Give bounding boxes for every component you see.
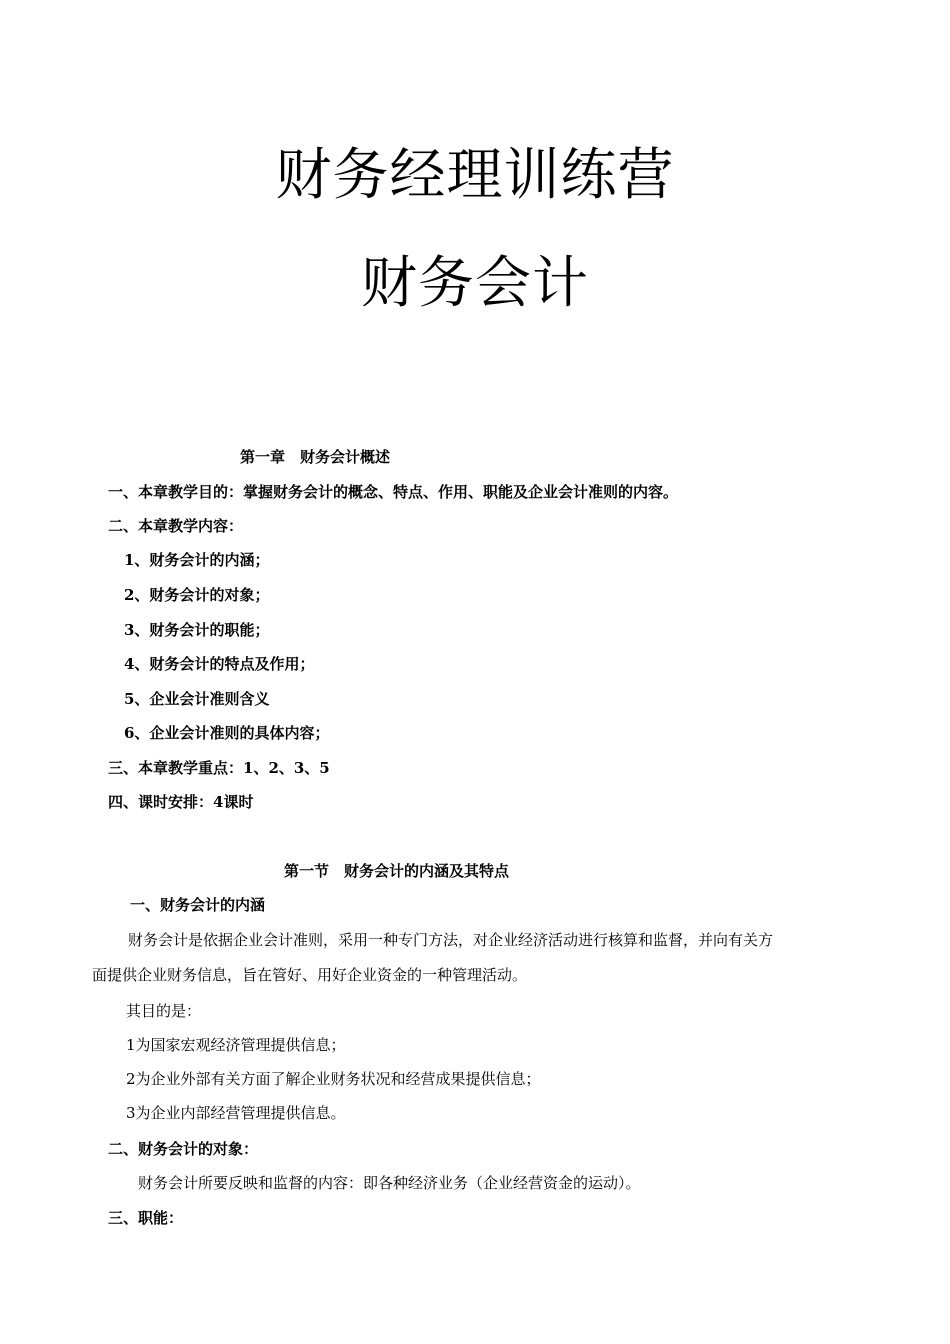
subsection-heading-3: 三、职能： [108, 1209, 184, 1227]
content-item: 1、财务会计的内涵； [124, 551, 270, 569]
content-item: 6、企业会计准则的具体内容； [124, 724, 330, 742]
chapter-objective: 一、本章教学目的：掌握财务会计的概念、特点、作用、职能及企业会计准则的内容。 [108, 483, 679, 501]
purpose-item: 3为企业内部经营管理提供信息。 [126, 1104, 346, 1122]
purpose-intro: 其目的是： [126, 1002, 202, 1020]
chapter-heading: 第一章 财务会计概述 [240, 448, 391, 466]
purpose-item: 2为企业外部有关方面了解企业财务状况和经营成果提供信息； [126, 1070, 541, 1088]
purpose-item: 1为国家宏观经济管理提供信息； [126, 1036, 346, 1054]
definition-line-1: 财务会计是依据企业会计准则，采用一种专门方法，对企业经济活动进行核算和监督，并向有关方 [128, 931, 774, 949]
section-heading: 第一节 财务会计的内涵及其特点 [284, 862, 510, 880]
content-item: 2、财务会计的对象； [124, 586, 270, 604]
chapter-schedule: 四、课时安排：4课时 [108, 793, 254, 811]
content-item: 4、财务会计的特点及作用； [124, 655, 315, 673]
subsection-heading-1: 一、财务会计的内涵 [130, 896, 266, 914]
document-title: 财务经理训练营 [275, 143, 675, 208]
content-item: 5、企业会计准则含义 [124, 690, 270, 708]
object-text: 财务会计所要反映和监督的内容：即各种经济业务（企业经营资金的运动）。 [138, 1174, 641, 1192]
content-item: 3、财务会计的职能； [124, 621, 270, 639]
document-subtitle: 财务会计 [361, 251, 589, 316]
chapter-content-heading: 二、本章教学内容： [108, 517, 244, 535]
definition-line-2: 面提供企业财务信息，旨在管好、用好企业资金的一种管理活动。 [92, 966, 528, 984]
subsection-heading-2: 二、财务会计的对象： [108, 1140, 259, 1158]
chapter-key-points: 三、本章教学重点：1、2、3、5 [108, 759, 330, 777]
